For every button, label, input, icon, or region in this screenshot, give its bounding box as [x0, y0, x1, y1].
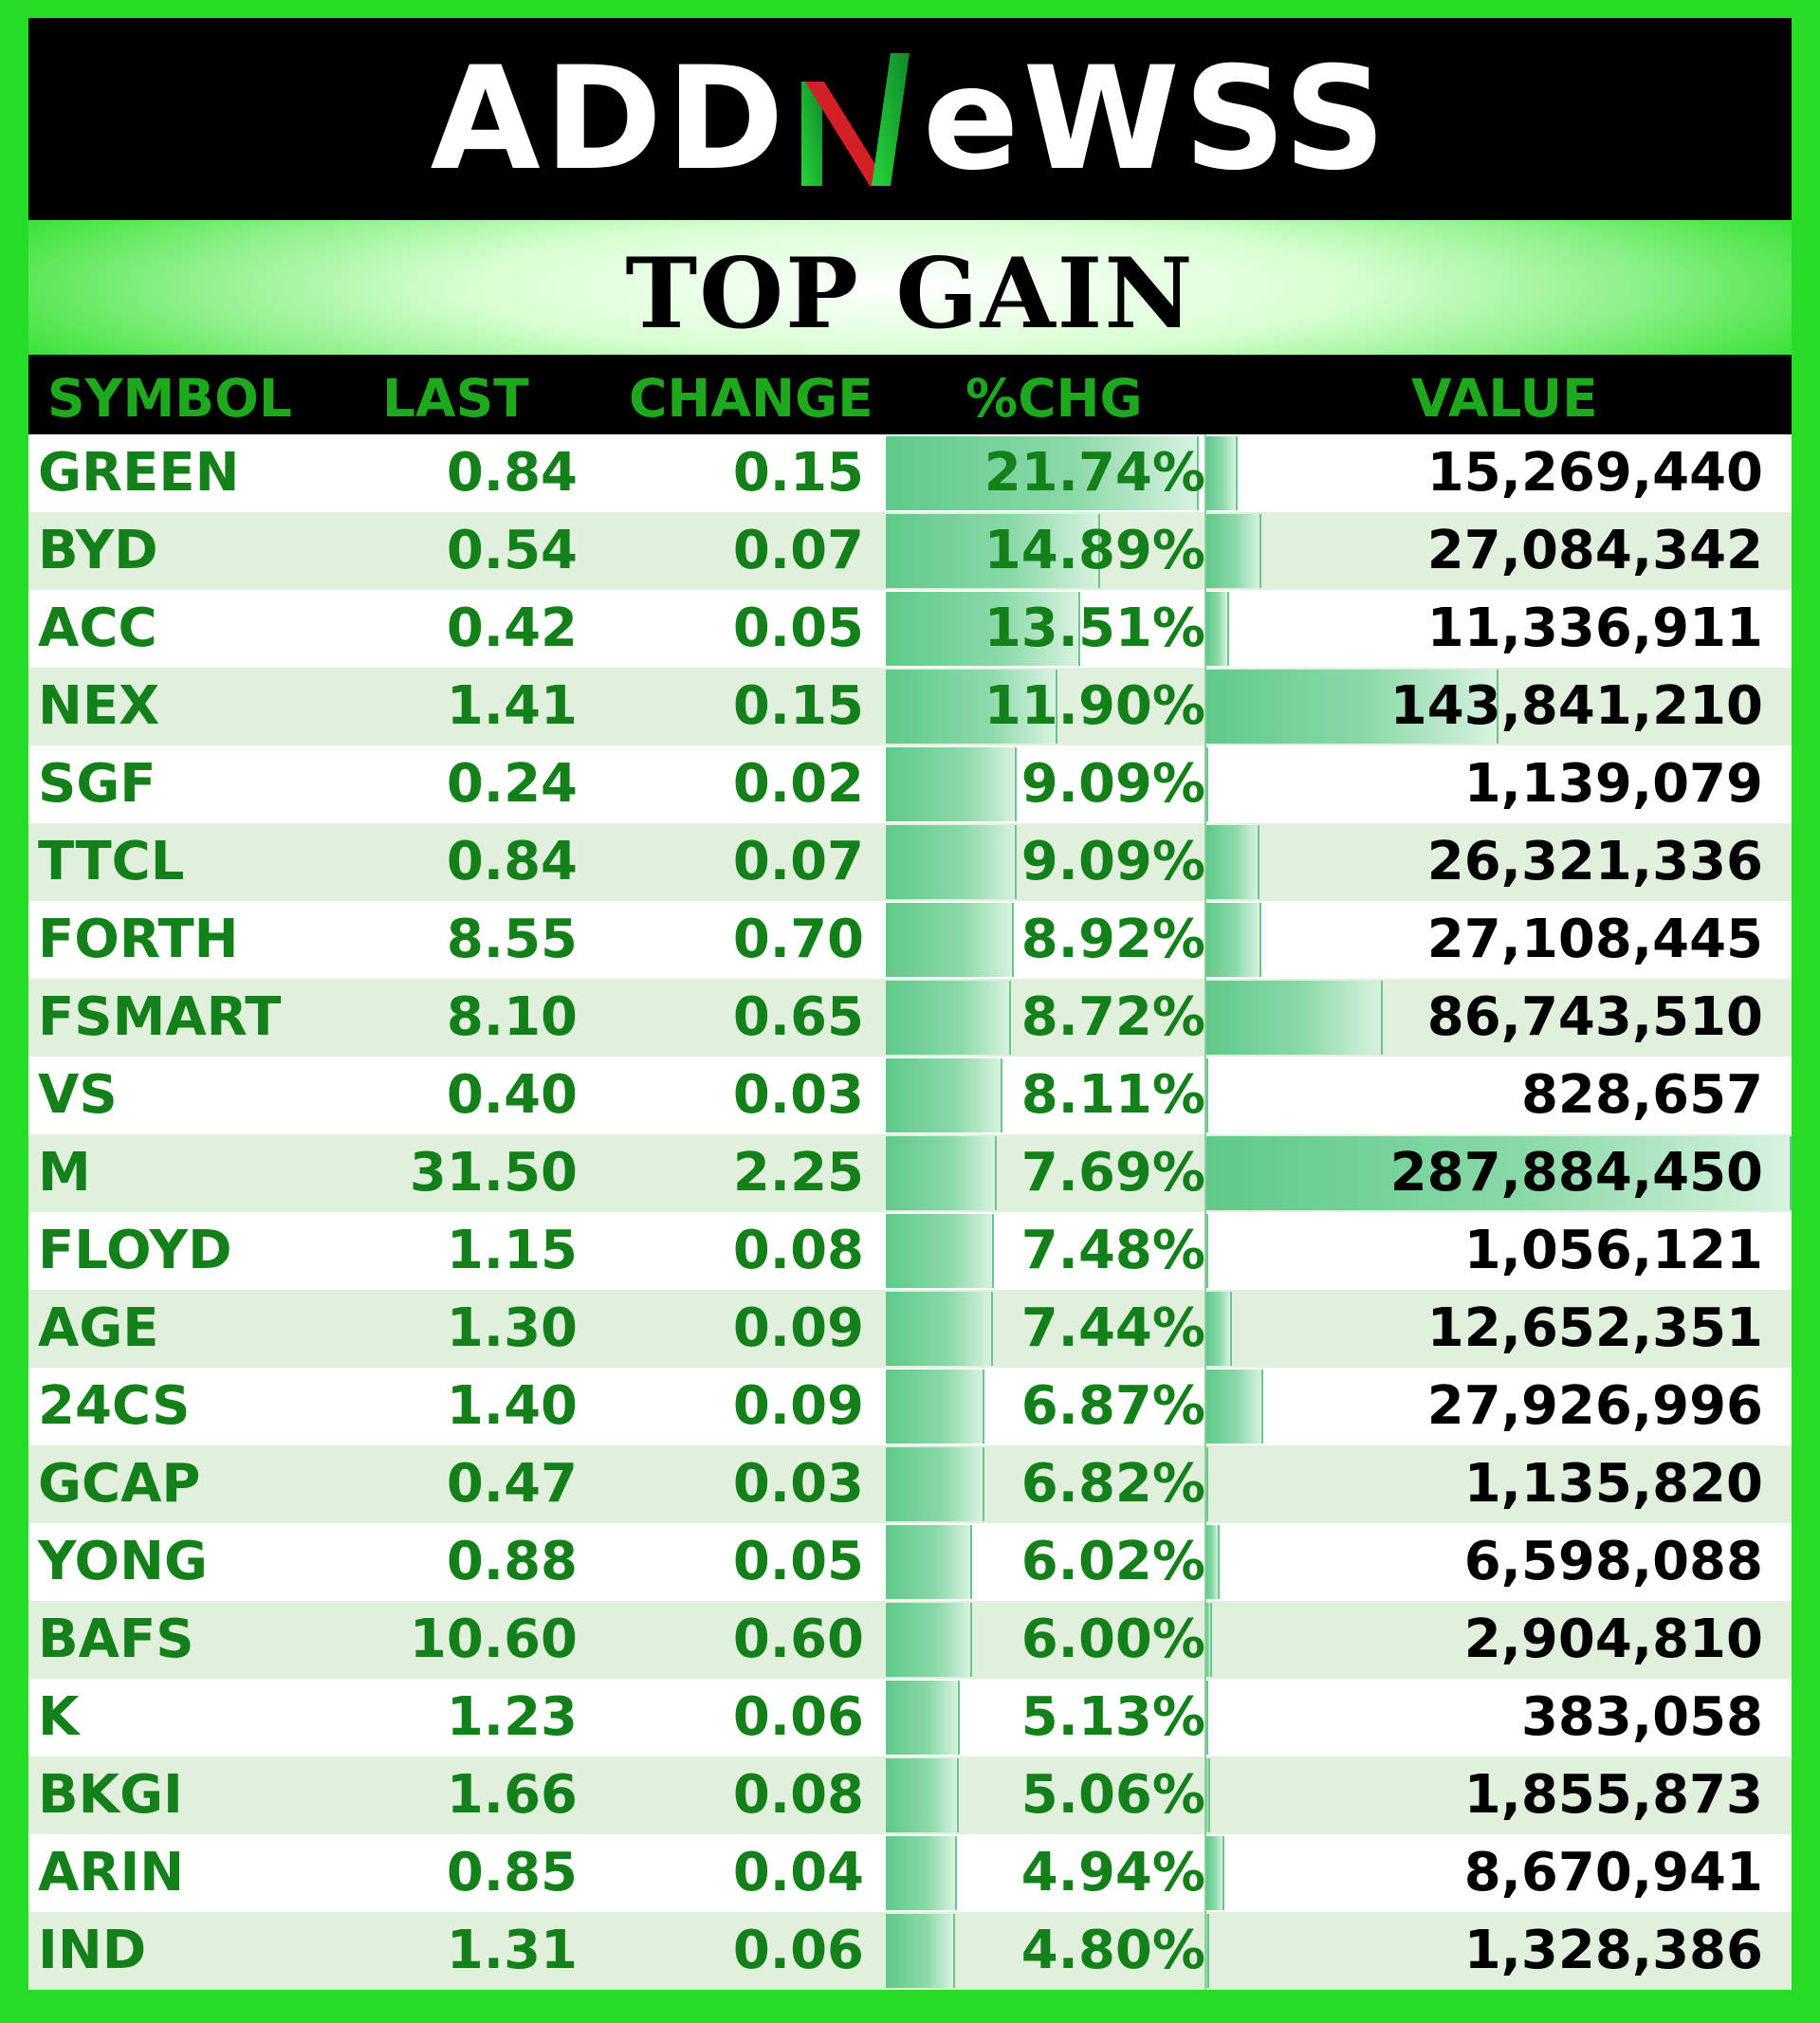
value-cell: 143,841,210: [1389, 675, 1763, 737]
pct-databar: [886, 1058, 1002, 1132]
last-price-cell: 0.84: [446, 442, 578, 504]
title-banner: [28, 220, 1792, 355]
last-price-cell: 31.50: [409, 1142, 578, 1204]
last-price-cell: 0.84: [446, 831, 578, 892]
table-row: [28, 590, 1792, 668]
pct-databar: [886, 1681, 960, 1755]
logo-n-glyph-icon: [784, 44, 927, 195]
change-cell: 0.05: [732, 1531, 864, 1592]
value-cell: 2,904,810: [1463, 1609, 1763, 1670]
value-databar: [1206, 1914, 1209, 1988]
table-row: [28, 668, 1792, 745]
value-databar: [1206, 1447, 1208, 1521]
pct-change-cell: 4.94%: [1020, 1842, 1205, 1903]
change-cell: 0.65: [732, 986, 864, 1048]
value-cell: 1,328,386: [1463, 1920, 1763, 1981]
symbol-cell: GREEN: [38, 442, 240, 504]
page-title: TOP GAIN: [625, 237, 1195, 351]
header-value: VALUE: [1411, 368, 1598, 429]
value-cell: 287,884,450: [1389, 1142, 1763, 1204]
last-price-cell: 0.47: [446, 1453, 578, 1515]
pct-change-cell: 14.89%: [984, 520, 1205, 581]
change-cell: 0.06: [732, 1920, 864, 1981]
change-cell: 0.03: [732, 1064, 864, 1126]
value-databar: [1206, 592, 1229, 666]
table-row: [28, 1679, 1792, 1756]
value-cell: 86,743,510: [1426, 986, 1763, 1048]
last-price-cell: 0.40: [446, 1064, 578, 1126]
header-pct-change: %CHG: [965, 368, 1143, 429]
value-databar: [1206, 1214, 1208, 1288]
symbol-cell: FORTH: [38, 909, 239, 970]
pct-databar: [886, 747, 1017, 821]
change-cell: 0.08: [732, 1220, 864, 1281]
last-price-cell: 8.55: [446, 909, 578, 970]
change-cell: 0.07: [732, 520, 864, 581]
last-price-cell: 0.85: [446, 1842, 578, 1903]
symbol-cell: BAFS: [38, 1609, 194, 1670]
symbol-cell: VS: [38, 1064, 118, 1126]
value-cell: 1,855,873: [1463, 1764, 1763, 1826]
value-cell: 27,108,445: [1426, 909, 1763, 970]
table-row: [28, 901, 1792, 979]
pct-change-cell: 6.87%: [1020, 1375, 1205, 1437]
value-databar: [1206, 825, 1259, 899]
value-databar: [1206, 981, 1383, 1055]
table-row: [28, 745, 1792, 823]
value-cell: 1,135,820: [1463, 1453, 1763, 1515]
change-cell: 0.03: [732, 1453, 864, 1515]
value-cell: 1,139,079: [1463, 753, 1763, 815]
symbol-cell: K: [38, 1686, 80, 1748]
value-cell: 27,084,342: [1426, 520, 1763, 581]
pct-change-cell: 6.00%: [1020, 1609, 1205, 1670]
change-cell: 0.15: [732, 675, 864, 737]
pct-change-cell: 4.80%: [1020, 1920, 1205, 1981]
pct-databar: [886, 1914, 955, 1988]
logo-text-right: eWSS: [922, 36, 1390, 202]
symbol-cell: TTCL: [38, 831, 185, 892]
value-databar: [1206, 1758, 1210, 1832]
change-cell: 0.04: [732, 1842, 864, 1903]
pct-change-cell: 7.44%: [1020, 1297, 1205, 1359]
table-row: [28, 1756, 1792, 1834]
pct-databar: [886, 1292, 993, 1366]
change-cell: 0.09: [732, 1297, 864, 1359]
change-cell: 0.09: [732, 1375, 864, 1437]
value-cell: 6,598,088: [1463, 1531, 1763, 1592]
last-price-cell: 10.60: [409, 1609, 578, 1670]
last-price-cell: 0.24: [446, 753, 578, 815]
value-cell: 12,652,351: [1426, 1297, 1763, 1359]
last-price-cell: 1.30: [446, 1297, 578, 1359]
change-cell: 0.06: [732, 1686, 864, 1748]
pct-change-cell: 5.06%: [1020, 1764, 1205, 1826]
pct-databar: [886, 1214, 994, 1288]
pct-change-cell: 21.74%: [984, 442, 1205, 504]
table-body: [28, 434, 1792, 1990]
last-price-cell: 0.88: [446, 1531, 578, 1592]
header-symbol: SYMBOL: [47, 368, 292, 429]
logo-text-left: ADD: [430, 36, 788, 202]
symbol-cell: 24CS: [38, 1375, 191, 1437]
last-price-cell: 1.31: [446, 1920, 578, 1981]
last-price-cell: 1.66: [446, 1764, 578, 1826]
last-price-cell: 1.15: [446, 1220, 578, 1281]
pct-databar: [886, 1370, 984, 1444]
logo-banner: [28, 18, 1792, 220]
last-price-cell: 0.42: [446, 598, 578, 659]
value-databar: [1206, 747, 1208, 821]
symbol-cell: YONG: [38, 1531, 208, 1592]
value-databar: [1206, 1525, 1220, 1599]
pct-change-cell: 6.82%: [1020, 1453, 1205, 1515]
top-gain-table: [28, 355, 1792, 1990]
addnewss-logo: [431, 18, 1390, 220]
pct-databar: [886, 1136, 997, 1210]
symbol-cell: ARIN: [38, 1842, 185, 1903]
pct-change-cell: 9.09%: [1020, 831, 1205, 892]
symbol-cell: IND: [38, 1920, 147, 1981]
last-price-cell: 0.54: [446, 520, 578, 581]
value-databar: [1206, 1370, 1263, 1444]
table-row: [28, 823, 1792, 901]
pct-change-cell: 5.13%: [1020, 1686, 1205, 1748]
pct-databar: [886, 825, 1017, 899]
value-databar: [1206, 436, 1238, 510]
pct-databar: [886, 903, 1014, 977]
table-row: [28, 1445, 1792, 1523]
value-cell: 26,321,336: [1426, 831, 1763, 892]
symbol-cell: M: [38, 1142, 91, 1204]
change-cell: 0.08: [732, 1764, 864, 1826]
value-databar: [1206, 1603, 1212, 1677]
pct-databar: [886, 1603, 972, 1677]
pct-databar: [886, 981, 1011, 1055]
pct-change-cell: 8.92%: [1020, 909, 1205, 970]
change-cell: 0.07: [732, 831, 864, 892]
value-cell: 383,058: [1520, 1686, 1763, 1748]
table-row: [28, 1212, 1792, 1290]
value-cell: 15,269,440: [1426, 442, 1763, 504]
change-cell: 0.60: [732, 1609, 864, 1670]
header-change: CHANGE: [629, 368, 873, 429]
symbol-cell: ACC: [38, 598, 157, 659]
value-cell: 828,657: [1520, 1064, 1763, 1126]
value-databar: [1206, 1681, 1208, 1755]
table-row: [28, 1290, 1792, 1368]
symbol-cell: SGF: [38, 753, 156, 815]
pct-change-cell: 6.02%: [1020, 1531, 1205, 1592]
pct-change-cell: 7.69%: [1020, 1142, 1205, 1204]
value-cell: 8,670,941: [1463, 1842, 1763, 1903]
value-databar: [1206, 1836, 1224, 1910]
value-databar: [1206, 1292, 1232, 1366]
change-cell: 0.70: [732, 909, 864, 970]
last-price-cell: 8.10: [446, 986, 578, 1048]
last-price-cell: 1.23: [446, 1686, 578, 1748]
pct-change-cell: 11.90%: [984, 675, 1205, 737]
table-row: [28, 1368, 1792, 1445]
pct-databar: [886, 1836, 957, 1910]
value-databar: [1206, 903, 1261, 977]
value-cell: 11,336,911: [1426, 598, 1763, 659]
value-databar: [1206, 1058, 1208, 1132]
table-row: [28, 1912, 1792, 1990]
change-cell: 0.05: [732, 598, 864, 659]
symbol-cell: NEX: [38, 675, 160, 737]
pct-change-cell: 9.09%: [1020, 753, 1205, 815]
value-cell: 1,056,121: [1463, 1220, 1763, 1281]
symbol-cell: BYD: [38, 520, 158, 581]
pct-databar: [886, 1447, 984, 1521]
pct-databar: [886, 1758, 959, 1832]
pct-databar: [886, 1525, 972, 1599]
table-row: [28, 434, 1792, 512]
symbol-cell: BKGI: [38, 1764, 183, 1826]
value-cell: 27,926,996: [1426, 1375, 1763, 1437]
change-cell: 2.25: [732, 1142, 864, 1204]
table-row: [28, 512, 1792, 590]
table-row: [28, 1601, 1792, 1679]
pct-change-cell: 7.48%: [1020, 1220, 1205, 1281]
table-row: [28, 1834, 1792, 1912]
symbol-cell: GCAP: [38, 1453, 201, 1515]
table-header: [28, 355, 1792, 434]
header-last: LAST: [382, 368, 529, 429]
table-row: [28, 1523, 1792, 1601]
last-price-cell: 1.41: [446, 675, 578, 737]
symbol-cell: AGE: [38, 1297, 159, 1359]
pct-change-cell: 13.51%: [984, 598, 1205, 659]
symbol-cell: FLOYD: [38, 1220, 232, 1281]
change-cell: 0.15: [732, 442, 864, 504]
change-cell: 0.02: [732, 753, 864, 815]
value-databar: [1206, 514, 1261, 588]
table-row: [28, 1134, 1792, 1212]
last-price-cell: 1.40: [446, 1375, 578, 1437]
symbol-cell: FSMART: [38, 986, 282, 1048]
pct-change-cell: 8.72%: [1020, 986, 1205, 1048]
table-row: [28, 979, 1792, 1057]
table-row: [28, 1057, 1792, 1134]
pct-change-cell: 8.11%: [1020, 1064, 1205, 1126]
